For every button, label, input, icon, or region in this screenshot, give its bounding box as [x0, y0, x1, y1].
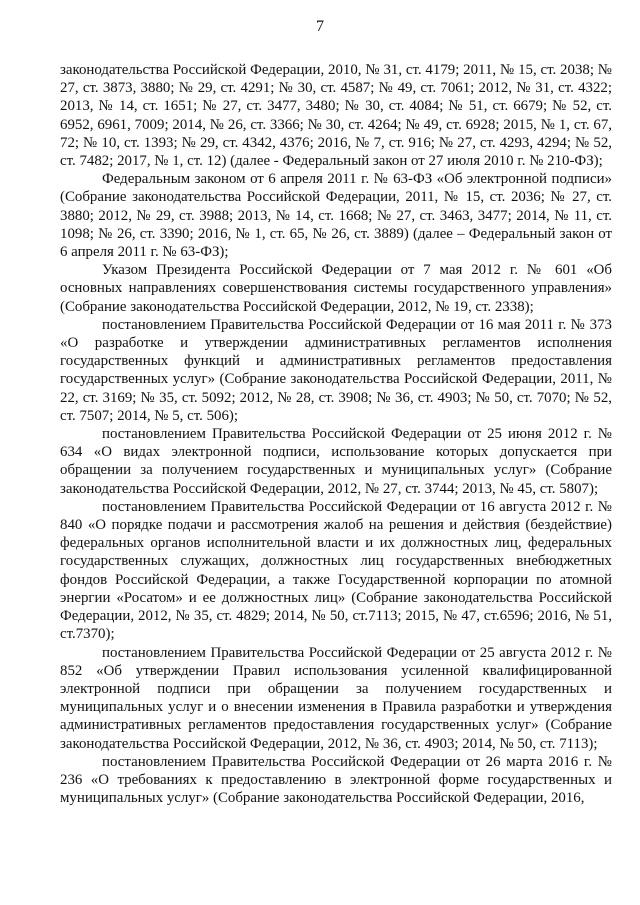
paragraph-government-resolution-373: постановлением Правительства Российской Федерации от 16 мая 2011 г. № 373 «О разработке и утверждении административных регламентов исполнения государственных функций и административных регламентов предоставления государственных услуг» (Собрание законодательства Российской Федерации, 2011, № 22, ст. 3169; № 35, ст. 5092; 2012, № 28, ст. 3908; № 36, ст. 4903; № 50, ст. 7070; № 52, ст. 7507; 2014, № 5, ст. 506); — [60, 316, 612, 424]
paragraph-government-resolution-634: постановлением Правительства Российской Федерации от 25 июня 2012 г. № 634 «О видах электронной подписи, использование которых допускается при обращении за получением государственных и муниципальных услуг» (Собрание законодательства Российской Федерации, 2012, № 27, ст. 3744; 2013, № 45, ст. 5807); — [60, 426, 612, 497]
paragraph-government-resolution-840: постановлением Правительства Российской Федерации от 16 августа 2012 г. № 840 «О порядке подачи и рассмотрения жалоб на решения и действия (бездействие) федеральных органов исполнительной власти и их должностных лиц, федеральных государственных служащих, должностных лиц государственных внебюджетных фондов Российской Федерации, а также Государственной корпорации по атомной энергии «Росатом» и ее должностных лиц» (Собрание законодательства Российской Федерации, 2012, № 35, ст. 4829; 2014, № 50, ст.7113; 2015, № 47, ст.6596; 2016, № 51, ст.7370); — [60, 498, 612, 643]
page-number: 7 — [316, 18, 324, 35]
paragraph-government-resolution-236: постановлением Правительства Российской Федерации от 26 марта 2016 г. № 236 «О требованиях к предоставлению в электронной форме государственных и муниципальных услуг» (Собрание законодательства Российской Федерации, 2016, — [60, 753, 612, 807]
paragraph-government-resolution-852: постановлением Правительства Российской Федерации от 25 августа 2012 г. № 852 «Об утверждении Правил использования усиленной квалифицированной электронной подписи при обращении за получением государственных и муниципальных услуг и о внесении изменения в Правила разработки и утверждения административных регламентов предоставления государственных услуг» (Собрание законодательства Российской Федерации, 2012, № 36, ст. 4903; 2014, № 50, ст. 7113); — [60, 644, 612, 752]
page-body — [60, 61, 612, 807]
paragraph-continuation: законодательства Российской Федерации, 2010, № 31, ст. 4179; 2011, № 15, ст. 2038; № 27, ст. 3873, 3880; № 29, ст. 4291; № 30, ст. 4587; № 49, ст. 7061; 2012, № 31, ст. 4322; 2013, № 14, ст. 1651; № 27, ст. 3477, 3480; № 30, ст. 4084; № 51, ст. 6679; № 52, ст. 6952, 6961, 7009; 2014, № 26, ст. 3366; № 30, ст. 4264; № 49, ст. 6928; 2015, № 1, ст. 67, 72; № 10, ст. 1393; № 29, ст. 4342, 4376; 2016, № 7, ст. 916; № 27, ст. 4293, 4294; № 52, ст. 7482; 2017, № 1, ст. 12) (далее - Федеральный закон от 27 июля 2010 г. № 210-ФЗ); — [60, 62, 612, 170]
paragraph-federal-law-63fz: Федеральным законом от 6 апреля 2011 г. № 63-ФЗ «Об электронной подписи» (Собрание законодательства Российской Федерации, 2011, № 15, ст. 2036; № 27, ст. 3880; 2012, № 29, ст. 3988; 2013, № 14, ст. 1668; № 27, ст. 3463, 3477; 2014, № 11, ст. 1098; № 26, ст. 3390; 2016, № 1, ст. 65, № 26, ст. 3889) (далее – Федеральный закон от 6 апреля 2011 г. № 63-ФЗ); — [60, 171, 612, 261]
paragraph-presidential-decree-601: Указом Президента Российской Федерации от 7 мая 2012 г. № 601 «Об основных направлениях совершенствования системы государственного управления» (Собрание законодательства Российской Федерации, 2012, № 19, ст. 2338); — [60, 262, 612, 315]
